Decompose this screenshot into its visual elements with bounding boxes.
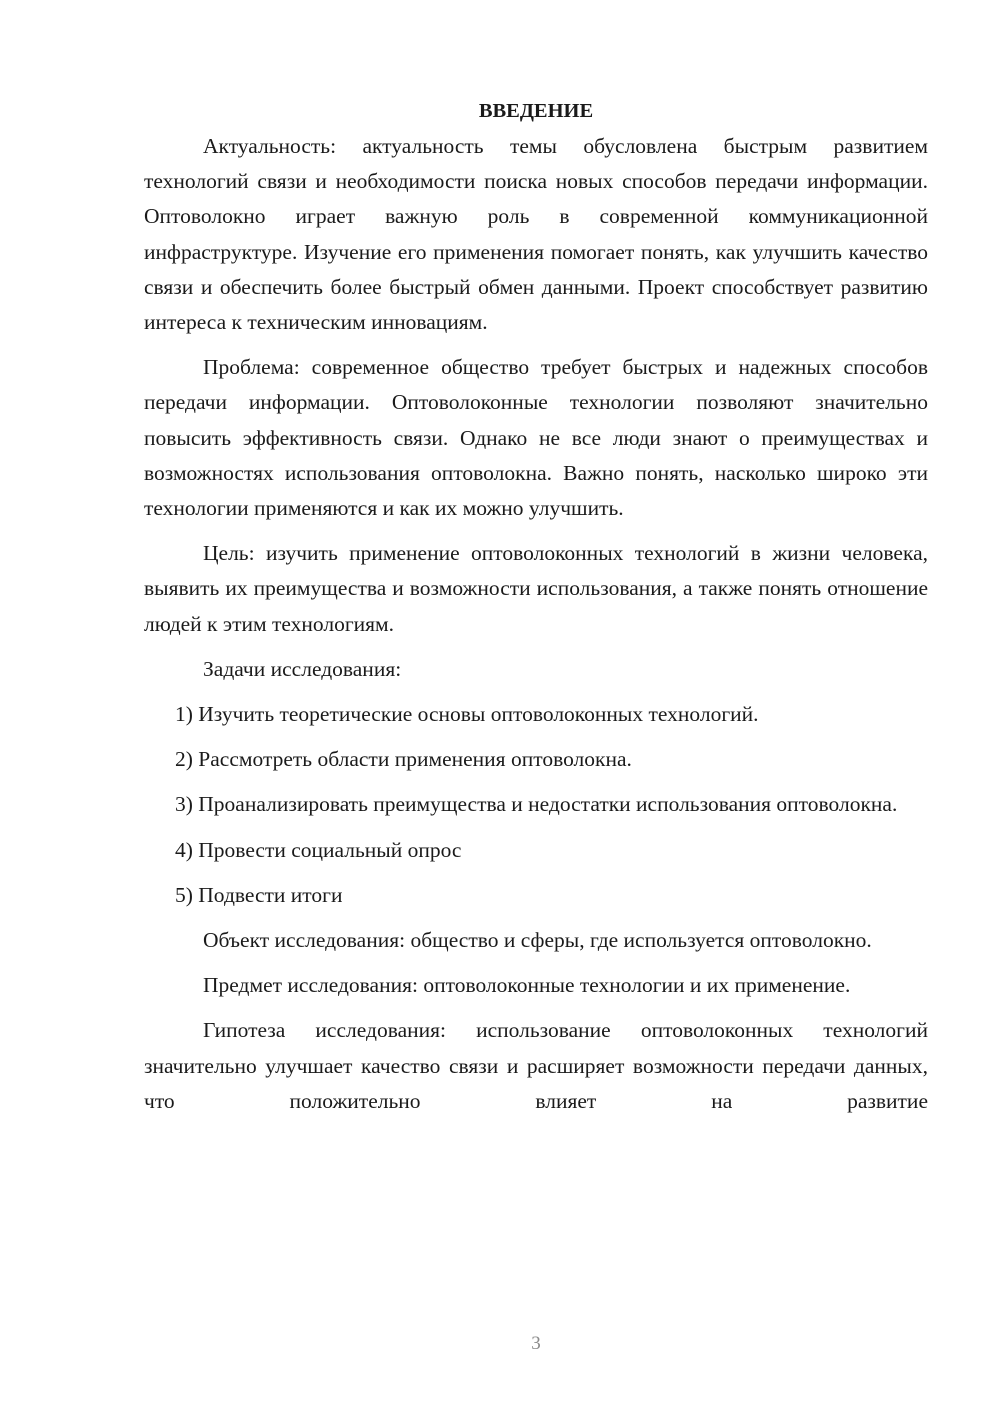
task-item: 1) Изучить теоретические основы оптоволоконных технологий. <box>175 702 759 727</box>
problem-paragraph: Проблема: современное общество требует быстрых и надежных способов передачи информации. Оптоволоконные технологии позволяют значительно повысить эффективность связи. Однако не все люди знают о преимуществах и возможностях использования оптоволокна. Важно понять, насколько широко эти технологии применяются и как их можно улучшить. <box>144 355 928 521</box>
tasks-list <box>144 697 928 913</box>
research-object-paragraph: Объект исследования: общество и сферы, где используется оптоволокно. <box>203 928 872 953</box>
page-number: 3 <box>531 1333 541 1354</box>
tasks-title: Задачи исследования: <box>203 656 402 681</box>
task-item: 2) Рассмотреть области применения оптоволокна. <box>175 747 632 772</box>
relevance-paragraph: Актуальность: актуальность темы обусловлена быстрым развитием технологий связи и необходимости поиска новых способов передачи информации. Оптоволокно играет важную роль в современной коммуникационной инфраструктуре. Изучение его применения помогает понять, как улучшить качество связи и обеспечить более быстрый обмен данными. Проект способствует развитию интереса к техническим инновациям. <box>144 134 928 335</box>
task-item: 5) Подвести итоги <box>175 882 343 907</box>
goal-paragraph: Цель: изучить применение оптоволоконных технологий в жизни человека, выявить их преимущества и возможности использования, а также понять отношение людей к этим технологиям. <box>144 541 928 636</box>
research-subject-paragraph: Предмет исследования: оптоволоконные технологии и их применение. <box>203 973 851 998</box>
page-content <box>144 94 928 1129</box>
task-item: 3) Проанализировать преимущества и недостатки использования оптоволокна. <box>175 792 898 817</box>
task-item: 4) Провести социальный опрос <box>175 837 462 862</box>
research-hypothesis-paragraph: Гипотеза исследования: использование оптоволоконных технологий значительно улучшает качество связи и расширяет возможности передачи данных, что положительно влияет на развитие <box>144 1018 928 1113</box>
section-heading: ВВЕДЕНИЕ <box>478 100 594 122</box>
